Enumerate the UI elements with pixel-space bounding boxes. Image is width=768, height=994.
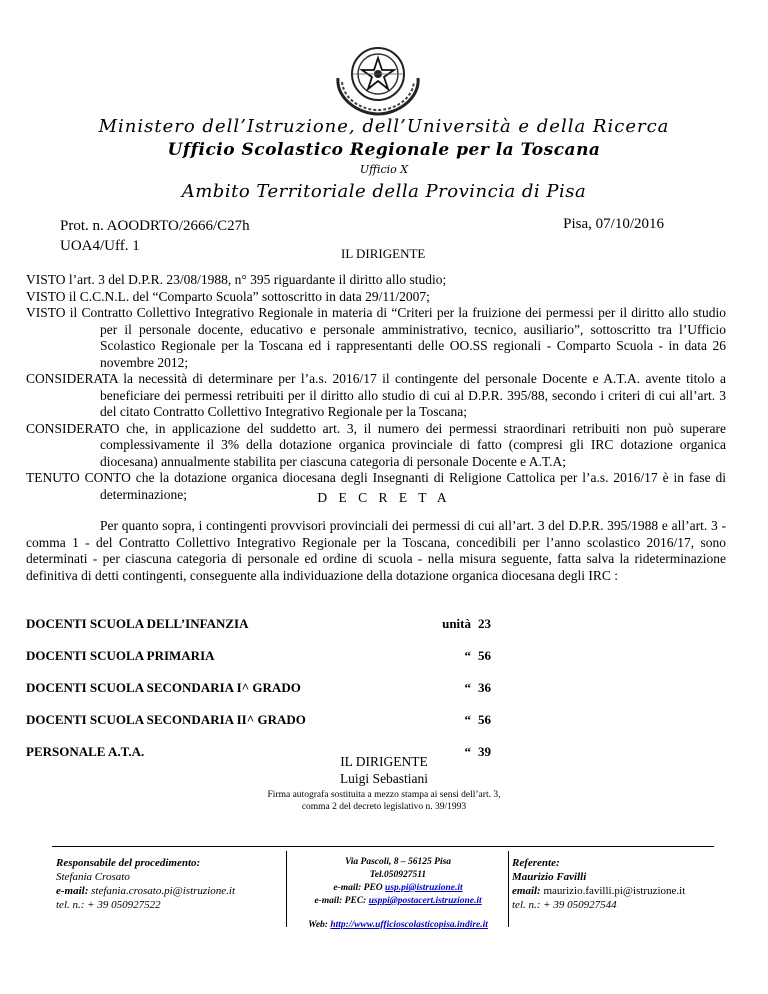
allocation-unit: “	[464, 712, 471, 727]
allocation-row	[26, 610, 726, 642]
allocation-category: PERSONALE A.T.A.	[26, 744, 145, 759]
allocation-value: 39	[478, 744, 491, 759]
premises-list	[26, 272, 726, 503]
footer-divider	[52, 846, 714, 847]
allocation-unit: “	[464, 648, 471, 663]
email-address[interactable]: maurizio.favilli.pi@istruzione.it	[540, 885, 686, 897]
office-tel: Tel.050927511	[369, 870, 427, 880]
allocation-value: 36	[478, 680, 491, 695]
premise-item: VISTO il Contratto Collettivo Integrativo Regionale in materia di “Criteri per la fruizione dei permessi per il diritto allo studio per il personale docente, educativo e personale amministrativo, tecnico, ausiliario”, sottoscritto tra l’Ufficio Scolastico Regionale per la Toscana ed i rappresentanti delle OO.SS regionali - Comparto Scuola - in data 26 novembre 2012;	[26, 305, 726, 370]
pec-link[interactable]: usppi@postacert.istruzione.it	[368, 896, 482, 906]
office-unit: Ufficio X	[359, 163, 409, 176]
referent-email	[512, 884, 722, 898]
pec-label: e-mail: PEC:	[314, 896, 369, 906]
office-name: Ufficio Scolastico Regionale per la Toscana	[167, 140, 601, 160]
decree-paragraph: Per quanto sopra, i contingenti provvisori provinciali dei permessi di cui all’art. 3 del D.P.R. 395/1988 e all’art. 3 - comma 1 - del Contratto Collettivo Integrativo Regionale per la Toscana, concedibili per l’anno scolastico 2016/17, sono determinati - per ciascuna categoria di personale ed ordine di scuola - nella misura seguente, fatta salva la rideterminazione definitiva di detti contingenti, conseguente alla individuazione della dotazione organica diocesana degli IRC :	[26, 518, 726, 583]
allocation-value: 23	[478, 616, 491, 631]
email-address[interactable]: stefania.crosato.pi@istruzione.it	[88, 885, 235, 897]
allocation-unit: “	[464, 744, 471, 759]
email-label: email:	[512, 885, 541, 897]
signature-name: Luigi Sebastiani	[339, 771, 429, 786]
office-peo	[290, 882, 506, 895]
protocol-block	[60, 216, 250, 256]
premise-item: VISTO l’art. 3 del D.P.R. 23/08/1988, n° 395 riguardante il diritto allo studio;	[26, 272, 447, 287]
responsible-email	[56, 884, 286, 898]
signature-note	[0, 789, 768, 813]
allocation-row	[26, 674, 726, 706]
allocation-value: 56	[478, 648, 491, 663]
allocation-row	[26, 642, 726, 674]
signature-note-line: Firma autografa sostituita a mezzo stampa ai sensi dell’art. 3,	[267, 790, 501, 800]
footer-responsible	[56, 856, 286, 912]
place-date: Pisa, 07/10/2016	[563, 216, 664, 232]
web-label: Web:	[308, 920, 331, 930]
premise-item: CONSIDERATO che, in applicazione del suddetto art. 3, il numero dei permessi straordinari retribuiti non può superare complessivamente il 3% della dotazione organica provinciale di fatto (compresi gli IRC dotazione organica diocesana) annualmente stabilita per ciascuna categoria di personale Docente e A.T.A;	[26, 420, 726, 469]
footer-separator	[286, 851, 287, 927]
responsible-name: Stefania Crosato	[56, 871, 130, 883]
footer-referent	[512, 856, 722, 912]
allocation-category: DOCENTI SCUOLA DELL’INFANZIA	[26, 616, 249, 631]
peo-link[interactable]: usp.pi@istruzione.it	[385, 883, 463, 893]
referent-name: Maurizio Favilli	[512, 871, 587, 883]
responsible-heading: Responsabile del procedimento:	[56, 857, 201, 869]
footer-office-contacts	[290, 856, 506, 932]
allocation-row	[26, 706, 726, 738]
web-link[interactable]: http://www.ufficioscolasticopisa.indire.it	[330, 920, 488, 930]
referent-tel: tel. n.: + 39 050927544	[512, 899, 617, 911]
decree-heading: D E C R E T A	[317, 490, 451, 505]
allocation-category: DOCENTI SCUOLA PRIMARIA	[26, 648, 215, 663]
signature-note-line: comma 2 del decreto legislativo n. 39/1993	[301, 802, 467, 812]
protocol-number: Prot. n. AOODRTO/2666/C27h	[60, 218, 250, 234]
territorial-ambit: Ambito Territoriale della Provincia di Pisa	[181, 181, 587, 202]
premise-item: CONSIDERATA la necessità di determinare per l’a.s. 2016/17 il contingente del personale Docente e A.T.A. avente titolo a beneficiare dei permessi retribuiti per il diritto allo studio di cui al D.P.R. 395/88, secondo i criteri di cui all’art. 3 del citato Contratto Collettivo Integrativo Regionale per la Toscana;	[26, 371, 726, 419]
allocation-unit: unità	[442, 616, 471, 631]
protocol-unit: UOA4/Uff. 1	[60, 238, 140, 254]
email-label: e-mail:	[56, 885, 89, 897]
signature-title: IL DIRIGENTE	[340, 754, 428, 769]
premise-item: VISTO il C.C.N.L. del “Comparto Scuola” sottoscritto in data 29/11/2007;	[26, 288, 430, 304]
office-web	[290, 919, 506, 932]
office-address: Via Pascoli, 8 – 56125 Pisa	[344, 857, 452, 867]
responsible-tel: tel. n.: + 39 050927522	[56, 899, 161, 911]
peo-label: e-mail: PEO	[333, 883, 386, 893]
allocation-value: 56	[478, 712, 491, 727]
allocation-category: DOCENTI SCUOLA SECONDARIA II^ GRADO	[26, 712, 306, 727]
footer-separator	[508, 851, 509, 927]
premise-item: TENUTO CONTO che la dotazione organica diocesana degli Insegnanti di Religione Cattolica per l’a.s. 2016/17 è in fase di determinazione;	[26, 470, 726, 502]
office-pec	[290, 895, 506, 908]
allocation-unit: “	[464, 680, 471, 695]
director-heading: IL DIRIGENTE	[341, 246, 426, 261]
allocation-category: DOCENTI SCUOLA SECONDARIA I^ GRADO	[26, 680, 301, 695]
ministry-name: Ministero dell’Istruzione, dell’Università e della Ricerca	[98, 116, 670, 137]
italian-republic-emblem-icon	[330, 38, 426, 116]
allocation-table	[26, 610, 726, 770]
referent-heading: Referente:	[512, 857, 560, 869]
